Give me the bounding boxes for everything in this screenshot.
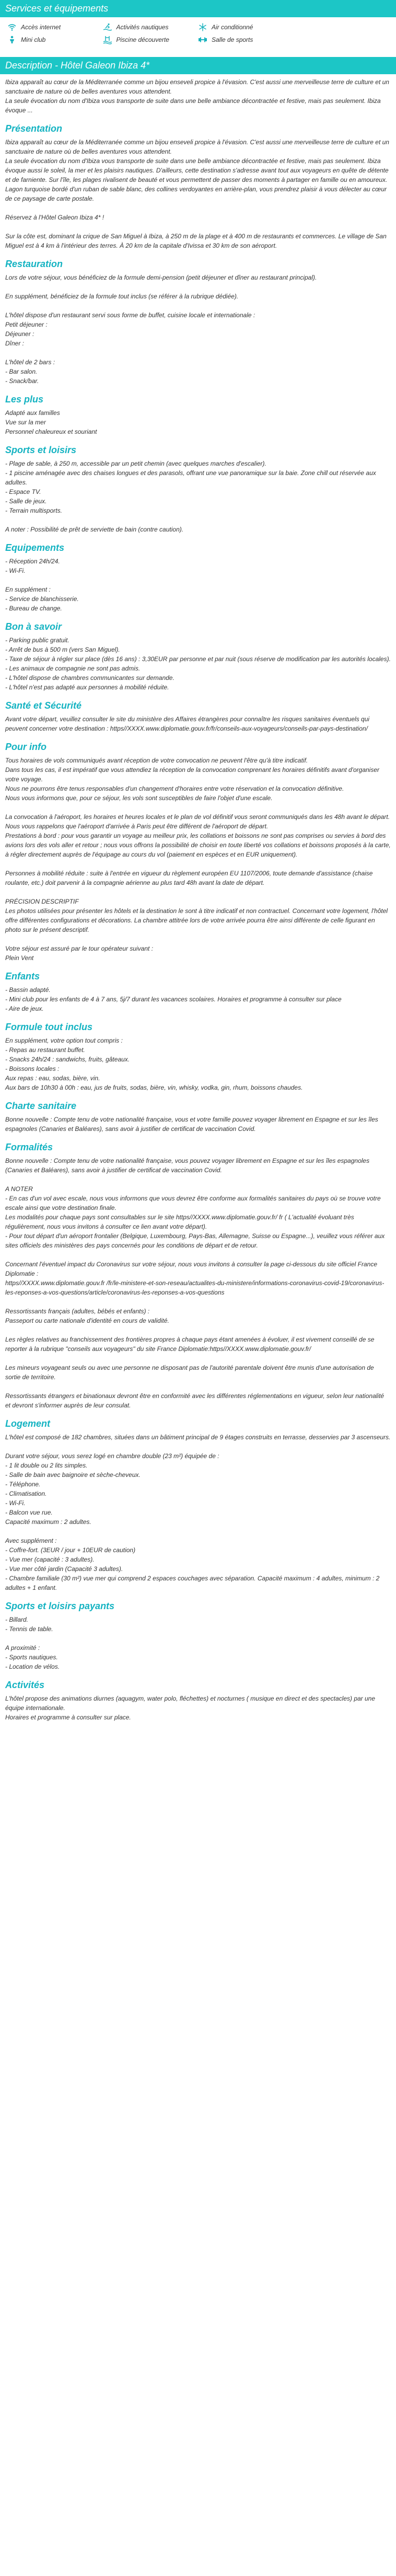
section-formalites <box>5 1142 391 1410</box>
service-item-gym <box>198 35 294 44</box>
snowflake-icon <box>198 22 207 32</box>
section-les-plus <box>5 394 391 436</box>
section-body: Bonne nouvelle : Compte tenu de votre nationalité française, vous pouvez voyager librement en Espagne et sur les îles espagnoles (Canaries et Baléares), sans avoir à justifier de certificat de vaccination Covid. A NOTER - En cas d'un vol avec escale, nous vous informons que vous devrez être conforme aux formalités sanitaires du pays où se trouve votre escale ainsi que votre destination finale. Les modalités pour chaque pays sont consultables sur le site https//XXXX.www.diplomatie.gouv.fr/ fr ( L'actualité évoluant très régulièrement, nous vous invitons à consulter ce lien avant votre départ). - Pour tout départ d'un aéroport frontalier (Belgique, Luxembourg, Pays-Bas, Allemagne, Suisse ou Espagne...), veuillez vous référer aux sites officiels des ministères des pays concernés pour les conditions de départ et de retour. Concernant l'éventuel impact du Coronavirus sur votre séjour, nous vous invitons à consulter la page ci-dessous du site officiel France Diplomatie : https//XXXX.www.diplomatie.gouv.fr /fr/le-ministere-et-son-reseau/actualites-du-ministere/informations-coronavirus-covid-19/coronavirus-les-reponses-a-vos-questions/article/coronavirus-les-reponses-a-vos-questions Ressortissants français (adultes, bébés et enfants) : Passeport ou carte nationale d'identité en cours de validité. Les règles relatives au franchissement des frontières propres à chaque pays étant amenées à évoluer, il est vivement conseillé de se reporter à la rubrique "conseils aux voyageurs" du site France Diplomatie:https//XXXX.www.diplomatie.gouv.fr/ Les mineurs voyageant seuls ou avec une personne ne disposant pas de l'autorité parentale doivent être munis d'une autorisation de sortie de territoire. Ressortissants étrangers et binationaux devront être en conformité avec les différentes réglementations en vigueur, selon leur nationalité et devront s'informer auprès de leur consulat. <box>5 1157 385 1409</box>
section-pour-info <box>5 742 391 963</box>
child-icon <box>7 35 17 44</box>
section-title: Activités <box>5 1680 45 1690</box>
section-restauration <box>5 259 391 386</box>
section-body: Tous horaires de vols communiqués avant réception de votre convocation ne peuvent l'être qu'à titre indicatif. Dans tous les cas, il est impératif que vous attendiez la réception de la convocation comprenant les horaires définitifs avant d'organiser votre voyage. Nous ne pourrons être tenus responsables d'un changement d'horaires entre votre réservation et la convocation définitive. Nous vous informons que, pour ce séjour, les vols sont susceptibles de faire l'objet d'une escale. La convocation à l'aéroport, les horaires et heures locales et le plan de vol définitif vous seront communiqués dans les 48h avant le départ. Nous vous rappelons que l'aéroport d'arrivée à Paris peut être différent de l'aéroport de départ. Prestations à bord : pour vous garantir un voyage au meilleur prix, les collations et boissons ne sont pas comprises ou servies à bord des avions lors des vols aller et retour ; nous vous offrons la possibilité de choisir en toute liberté vos collations et boissons proposés à la carte, à régler directement auprès de l'équipage au cours du vol (paiement en espèces et en EUR uniquement). Personnes à mobilité réduite : suite à l'entrée en vigueur du règlement européen EU 1107/2006, toute demande d'assistance (chaise roulante, etc.) doit parvenir à la compagnie aérienne au plus tard 48h avant la date de départ. PRÉCISION DESCRIPTIF Les photos utilisées pour présenter les hôtels et la destination le sont à titre indicatif et non contractuel. Concernant votre logement, l'hôtel offre différentes configurations et décorations. La chambre attitrée lors de votre arrivée pourra être ainsi différente de celle figurant en photo sur le présent descriptif. Votre séjour est assuré par le tour opérateur suivant : Plein Vent <box>5 757 391 962</box>
section-title: Santé et Sécurité <box>5 700 82 711</box>
section-title: Pour info <box>5 742 46 752</box>
section-sante-securite <box>5 700 391 733</box>
section-title: Restauration <box>5 259 63 269</box>
section-body: Adapté aux familles Vue sur la mer Personnel chaleureux et souriant <box>5 409 97 435</box>
section-sports-loisirs <box>5 445 391 534</box>
description-header: Description - Hôtel Galeon Ibiza 4* <box>0 57 396 74</box>
section-body: - Bassin adapté. - Mini club pour les enfants de 4 à 7 ans, 5j/7 durant les vacances scolaires. Horaires et programme à consulter sur place - Aire de jeux. <box>5 986 342 1012</box>
section-body: - Réception 24h/24. - Wi-Fi. En supplément : - Service de blanchisserie. - Bureau de change. <box>5 558 79 612</box>
service-item-nautical <box>103 22 199 32</box>
surf-icon <box>103 22 112 32</box>
section-body: - Billard. - Tennis de table. A proximité : - Sports nautiques. - Location de vélos. <box>5 1616 60 1670</box>
section-tout-inclus <box>5 1022 391 1092</box>
section-title: Charte sanitaire <box>5 1101 77 1111</box>
section-body: Avant votre départ, veuillez consulter le site du ministère des Affaires étrangères pour connaître les risques sanitaires éventuels qui peuvent concerner votre destination : https//XXXX.www.diplomatie.gouv.fr/fr/conseils-aux-voyageurs/conseils-par-pays-destination/ <box>5 715 370 732</box>
section-activites <box>5 1680 391 1722</box>
service-label: Activités nautiques <box>116 24 169 31</box>
section-body: L'hôtel est composé de 182 chambres, situées dans un bâtiment principal de 9 étages construits en terrasse, desservies par 3 ascenseurs. Durant votre séjour, vous serez logé en chambre double (23 m²) équipée de : - 1 lit double ou 2 lits simples. - Salle de bain avec baignoire et sèche-cheveux. - Téléphone. - Climatisation. - Wi-Fi. - Balcon vue rue. Capacité maximum : 2 adultes. Avec supplément : - Coffre-fort. (3EUR / jour + 10EUR de caution) - Vue mer (capacité : 3 adultes). - Vue mer côté jardin (Capacité 3 adultes). - Chambre familiale (30 m²) vue mer qui comprend 2 espaces couchages avec séparation. Capacité maximum : 4 adultes, minimum : 2 adultes + 1 enfant. <box>5 1434 391 1591</box>
service-item-internet <box>7 22 103 32</box>
section-charte-sanitaire <box>5 1101 391 1134</box>
section-logement <box>5 1418 391 1592</box>
service-label: Accès internet <box>21 24 61 31</box>
section-title: Equipements <box>5 542 65 553</box>
wifi-icon <box>7 22 17 32</box>
section-title: Bon à savoir <box>5 621 62 632</box>
section-equipements <box>5 542 391 613</box>
service-item-aircon <box>198 22 294 32</box>
service-item-miniclub <box>7 35 103 44</box>
service-label: Air conditionné <box>212 24 253 31</box>
section-body: - Parking public gratuit. - Arrêt de bus à 500 m (vers San Miguel). - Taxe de séjour à régler sur place (dès 16 ans) : 3,30EUR par personne et par nuit (sous réserve de modification par les autorités locales). - Les animaux de compagnie ne sont pas admis. - L'hôtel dispose de chambres communicantes sur demande. - L'hôtel n'est pas adapté aux personnes à mobilité réduite. <box>5 637 391 691</box>
section-title: Les plus <box>5 394 44 405</box>
section-title: Sports et loisirs <box>5 445 77 455</box>
section-body: Ibiza apparaît au cœur de la Méditerranée comme un bijou enseveli propice à l'évasion. C'est aussi une merveilleuse terre de culture et un sanctuaire de nature où de belles aventures vous attendent. La seule évocation du nom d'Ibiza vous transporte de suite dans une belle ambiance décontractée et festive, mais pas seulement. Ibiza évoque aussi le soleil, la mer et les plaisirs nautiques. D'ailleurs, cette destination s'adresse avant tout aux voyageurs en quête de détente et de farniente. Sur l'île, les plages rivalisent de beauté et vous permettent de passer des moments à partager en famille ou en amoureux. Lagon turquoise bordé d'un ruban de sable blanc, des collines verdoyantes en arrière-plan, vous prendrez plaisir à vous délecter au cœur de ce paysage de carte postale. Réservez à l'Hôtel Galeon Ibiza 4* ! Sur la côte est, dominant la crique de San Miguel à Ibiza, à 250 m de la plage et à 400 m de restaurants et commerces. Le village de San Miguel est à 4 km à l'intérieur des terres. À 20 km de la capitale d'Ivissa et 30 km de son aéroport. <box>5 138 389 249</box>
section-title: Sports et loisirs payants <box>5 1601 115 1611</box>
section-bon-a-savoir <box>5 621 391 692</box>
description-intro: Ibiza apparaît au cœur de la Méditerranée comme un bijou enseveli propice à l'évasion. C'est aussi une merveilleuse terre de culture et un sanctuaire de nature où de belles aventures vous attendent. La seule évocation du nom d'Ibiza vous transporte de suite dans une belle ambiance décontractée et festive, mais pas seulement. Ibiza évoque ... <box>5 78 389 114</box>
section-title: Logement <box>5 1418 51 1429</box>
section-body: - Plage de sable, à 250 m, accessible par un petit chemin (avec quelques marches d'escalier). - 1 piscine aménagée avec des chaises longues et des parasols, offrant une vue panoramique sur la baie. Zone chill out réservée aux adultes. - Espace TV. - Salle de jeux. - Terrain multisports. A noter : Possibilité de prêt de serviette de bain (contre caution). <box>5 460 376 533</box>
section-sports-payants <box>5 1601 391 1671</box>
section-body: Lors de votre séjour, vous bénéficiez de la formule demi-pension (petit déjeuner et dîner au restaurant principal). En supplément, bénéficiez de la formule tout inclus (se référer à la rubrique dédiée). L'hôtel dispose d'un restaurant servi sous forme de buffet, cuisine locale et internationale : Petit déjeuner : Déjeuner : Dîner : L'hôtel de 2 bars : - Bar salon. - Snack/bar. <box>5 274 317 385</box>
service-item-pool <box>103 35 199 44</box>
dumbbell-icon <box>198 35 207 44</box>
section-title: Présentation <box>5 123 63 134</box>
section-title: Enfants <box>5 971 40 981</box>
section-body: L'hôtel propose des animations diurnes (aquagym, water polo, fléchettes) et nocturnes ( musique en direct et des spectacles) par une équipe internationale. Horaires et programme à consulter sur place. <box>5 1695 376 1721</box>
service-label: Salle de sports <box>212 36 253 43</box>
section-enfants <box>5 971 391 1013</box>
services-grid <box>0 20 396 52</box>
service-label: Mini club <box>21 36 46 43</box>
section-presentation <box>5 123 391 250</box>
service-label: Piscine découverte <box>116 36 169 43</box>
services-header: Services et équipements <box>0 0 396 17</box>
section-body: Bonne nouvelle : Compte tenu de votre nationalité française, vous et votre famille pouvez voyager librement en Espagne et sur les îles espagnoles (Canaries et Baléares), sans avoir à justifier de certificat de vaccination Covid. <box>5 1116 378 1133</box>
description-content <box>0 77 396 1738</box>
section-title: Formule tout inclus <box>5 1022 93 1032</box>
section-title: Formalités <box>5 1142 53 1152</box>
section-body: En supplément, votre option tout compris : - Repas au restaurant buffet. - Snacks 24h/24 : sandwichs, fruits, gâteaux. - Boissons locales : Aux repas : eau, sodas, bière, vin. Aux bars de 10h30 à 00h : eau, jus de fruits, sodas, bière, vin, whisky, vodka, gin, rhum, boissons chaudes. <box>5 1037 303 1091</box>
pool-icon <box>103 35 112 44</box>
